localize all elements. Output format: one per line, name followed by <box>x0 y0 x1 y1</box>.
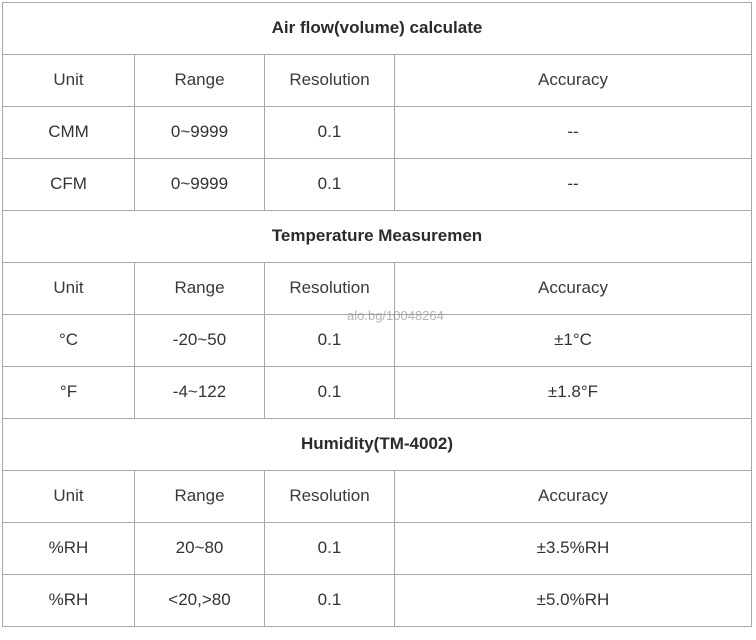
header-range: Range <box>135 470 265 522</box>
cell-unit: °F <box>3 366 135 418</box>
cell-resolution: 0.1 <box>265 158 395 210</box>
cell-range: 0~9999 <box>135 106 265 158</box>
header-resolution: Resolution <box>265 262 395 314</box>
cell-unit: CFM <box>3 158 135 210</box>
header-unit: Unit <box>3 470 135 522</box>
header-unit: Unit <box>3 262 135 314</box>
section-title-row <box>3 210 752 262</box>
table-row <box>3 522 752 574</box>
table-row <box>3 366 752 418</box>
section-title-row <box>3 418 752 470</box>
header-row <box>3 262 752 314</box>
cell-resolution: 0.1 <box>265 314 395 366</box>
cell-resolution: 0.1 <box>265 106 395 158</box>
cell-accuracy: -- <box>395 106 752 158</box>
cell-unit: %RH <box>3 574 135 626</box>
header-resolution: Resolution <box>265 470 395 522</box>
cell-accuracy: ±5.0%RH <box>395 574 752 626</box>
cell-accuracy: ±3.5%RH <box>395 522 752 574</box>
cell-range: -4~122 <box>135 366 265 418</box>
cell-range: 0~9999 <box>135 158 265 210</box>
header-resolution: Resolution <box>265 54 395 106</box>
section-title-row <box>3 2 752 54</box>
header-range: Range <box>135 262 265 314</box>
cell-resolution: 0.1 <box>265 366 395 418</box>
section-title-airflow: Air flow(volume) calculate <box>3 2 752 54</box>
watermark-text: alo.bg/10048264 <box>347 308 444 323</box>
cell-accuracy: ±1°C <box>395 314 752 366</box>
table-row <box>3 106 752 158</box>
cell-range: <20,>80 <box>135 574 265 626</box>
cell-resolution: 0.1 <box>265 574 395 626</box>
header-range: Range <box>135 54 265 106</box>
table-row <box>3 158 752 210</box>
cell-resolution: 0.1 <box>265 522 395 574</box>
header-unit: Unit <box>3 54 135 106</box>
section-title-temperature: Temperature Measuremen <box>3 210 752 262</box>
cell-unit: CMM <box>3 106 135 158</box>
cell-accuracy: -- <box>395 158 752 210</box>
cell-range: -20~50 <box>135 314 265 366</box>
header-accuracy: Accuracy <box>395 470 752 522</box>
header-row <box>3 470 752 522</box>
section-title-humidity: Humidity(TM-4002) <box>3 418 752 470</box>
table-row <box>3 574 752 626</box>
header-accuracy: Accuracy <box>395 54 752 106</box>
cell-range: 20~80 <box>135 522 265 574</box>
header-accuracy: Accuracy <box>395 262 752 314</box>
cell-unit: °C <box>3 314 135 366</box>
header-row <box>3 54 752 106</box>
cell-unit: %RH <box>3 522 135 574</box>
cell-accuracy: ±1.8°F <box>395 366 752 418</box>
